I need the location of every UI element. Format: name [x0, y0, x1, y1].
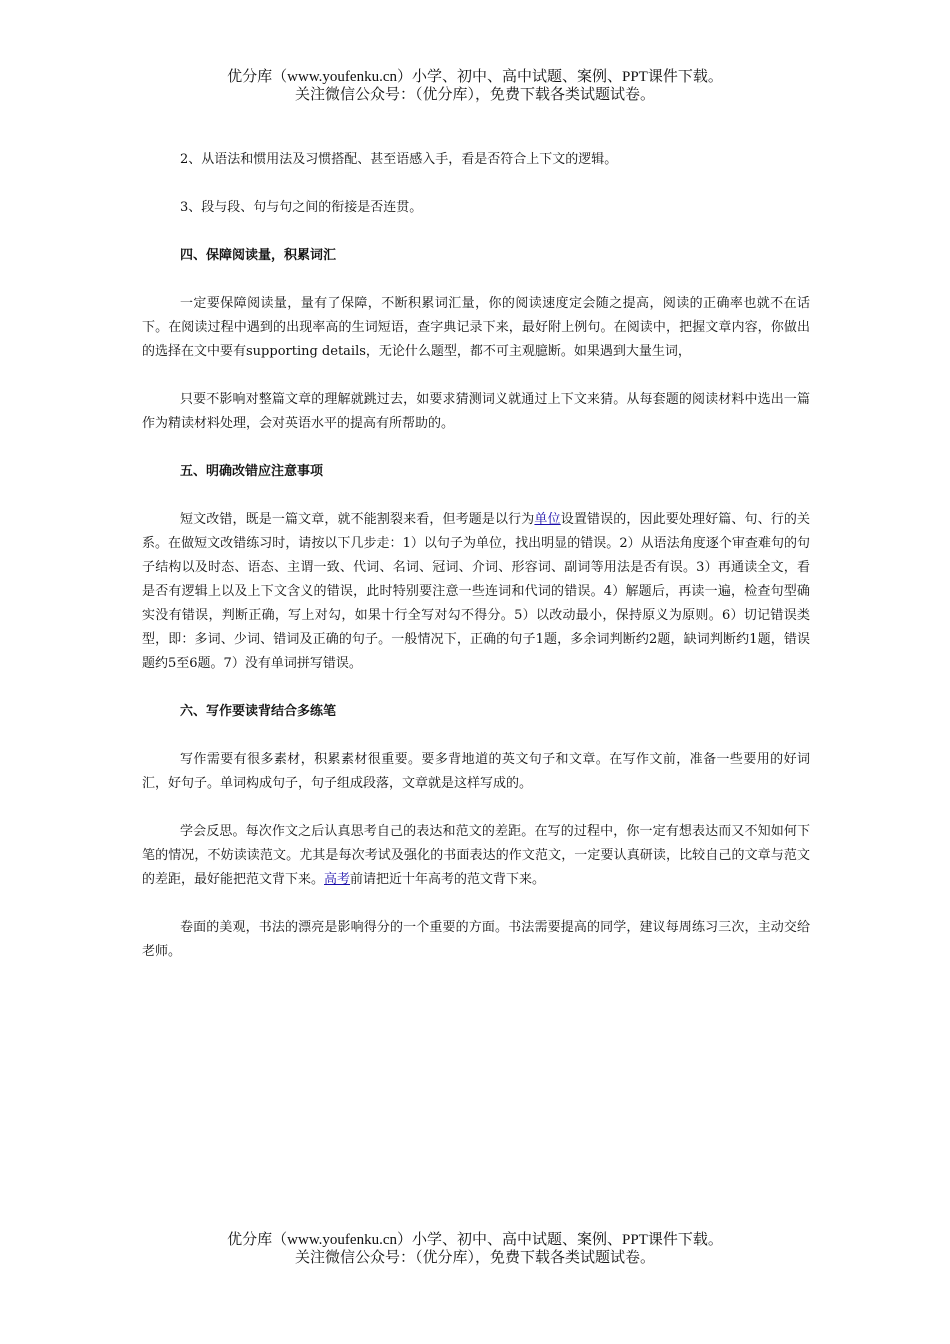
paragraph-item-2: 2、从语法和惯用法及习惯搭配、甚至语感入手，看是否符合上下文的逻辑。: [180, 152, 618, 167]
document-body: [142, 148, 810, 988]
footer-line-2: 关注微信公众号：（优分库），免费下载各类试题试卷。: [294, 1250, 655, 1266]
link-gaokao[interactable]: 高考: [324, 872, 351, 887]
footer-line-1: 优分库（www.youfenku.cn）小学、初中、高中试题、案例、PPT课件下载。: [227, 1232, 723, 1248]
paragraph-reading-2: 只要不影响对整篇文章的理解就跳过去，如要求猜测词义就通过上下文来猜。从每套题的阅读材料中选出一篇作为精读材料处理，会对英语水平的提高有所帮助的。: [142, 392, 810, 431]
page-header: [0, 68, 950, 104]
paragraph-error-correction: [142, 508, 810, 676]
link-danwei[interactable]: 单位: [534, 512, 561, 527]
page-footer: [0, 1231, 950, 1267]
paragraph-reading-1: 一定要保障阅读量，量有了保障，不断积累词汇量，你的阅读速度定会随之提高，阅读的正确率也就不在话下。在阅读过程中遇到的出现率高的生词短语，查字典记录下来，最好附上例句。在阅读中，把握文章内容，你做出的选择在文中要有supporting details，无论什么题型，都不可主观臆断。如果遇到大量生词，: [142, 296, 810, 359]
text-segment: 前请把近十年高考的范文背下来。: [350, 872, 546, 887]
text-segment: 学会反思。每次作文之后认真思考自己的表达和范文的差距。在写的过程中，你一定有想表达而又不知如何下笔的情况，不妨读读范文。尤其是每次考试及强化的书面表达的作文范文，一定要认真研读，比较自己的文章与范文的差距，最好能把范文背下来。: [142, 824, 810, 887]
header-line-2: 关注微信公众号：（优分库），免费下载各类试题试卷。: [294, 87, 655, 103]
section-heading-4: 四、保障阅读量，积累词汇: [180, 248, 337, 263]
paragraph-item-3: 3、段与段、句与句之间的衔接是否连贯。: [180, 200, 423, 215]
text-segment: 设置错误的，因此要处理好篇、句、行的关系。在做短文改错练习时，请按以下几步走：1）以句子为单位，找出明显的错误。2）从语法角度逐个审查难句的句子结构以及时态、语态、主谓一致、代词、名词、冠词、介词、形容词、副词等用法是否有误。3）再通读全文，看是否有逻辑上以及上下文含义的错误，此时特别要注意一些连词和代词的错误。4）解题后，再读一遍，检查句型确实没有错误，判断正确，写上对勾，如果十行全写对勾不得分。5）以改动最小，保持原义为原则。6）切记错误类型，即：多词、少词、错词及正确的句子。一般情况下，正确的句子1题，多余词判断约2题，缺词判断约1题，错误题约5至6题。7）没有单词拼写错误。: [142, 512, 810, 671]
header-line-1: 优分库（www.youfenku.cn）小学、初中、高中试题、案例、PPT课件下载。: [227, 69, 723, 85]
text-segment: 短文改错，既是一篇文章，就不能割裂来看，但考题是以行为: [180, 512, 535, 527]
section-heading-5: 五、明确改错应注意事项: [180, 464, 324, 479]
paragraph-writing-1: 写作需要有很多素材，积累素材很重要。要多背地道的英文句子和文章。在写作文前，准备一些要用的好词汇，好句子。单词构成句子，句子组成段落，文章就是这样写成的。: [142, 752, 810, 791]
paragraph-writing-3: 卷面的美观，书法的漂亮是影响得分的一个重要的方面。书法需要提高的同学，建议每周练习三次，主动交给老师。: [142, 920, 810, 959]
section-heading-6: 六、写作要读背结合多练笔: [180, 704, 337, 719]
paragraph-writing-2: [142, 820, 810, 892]
